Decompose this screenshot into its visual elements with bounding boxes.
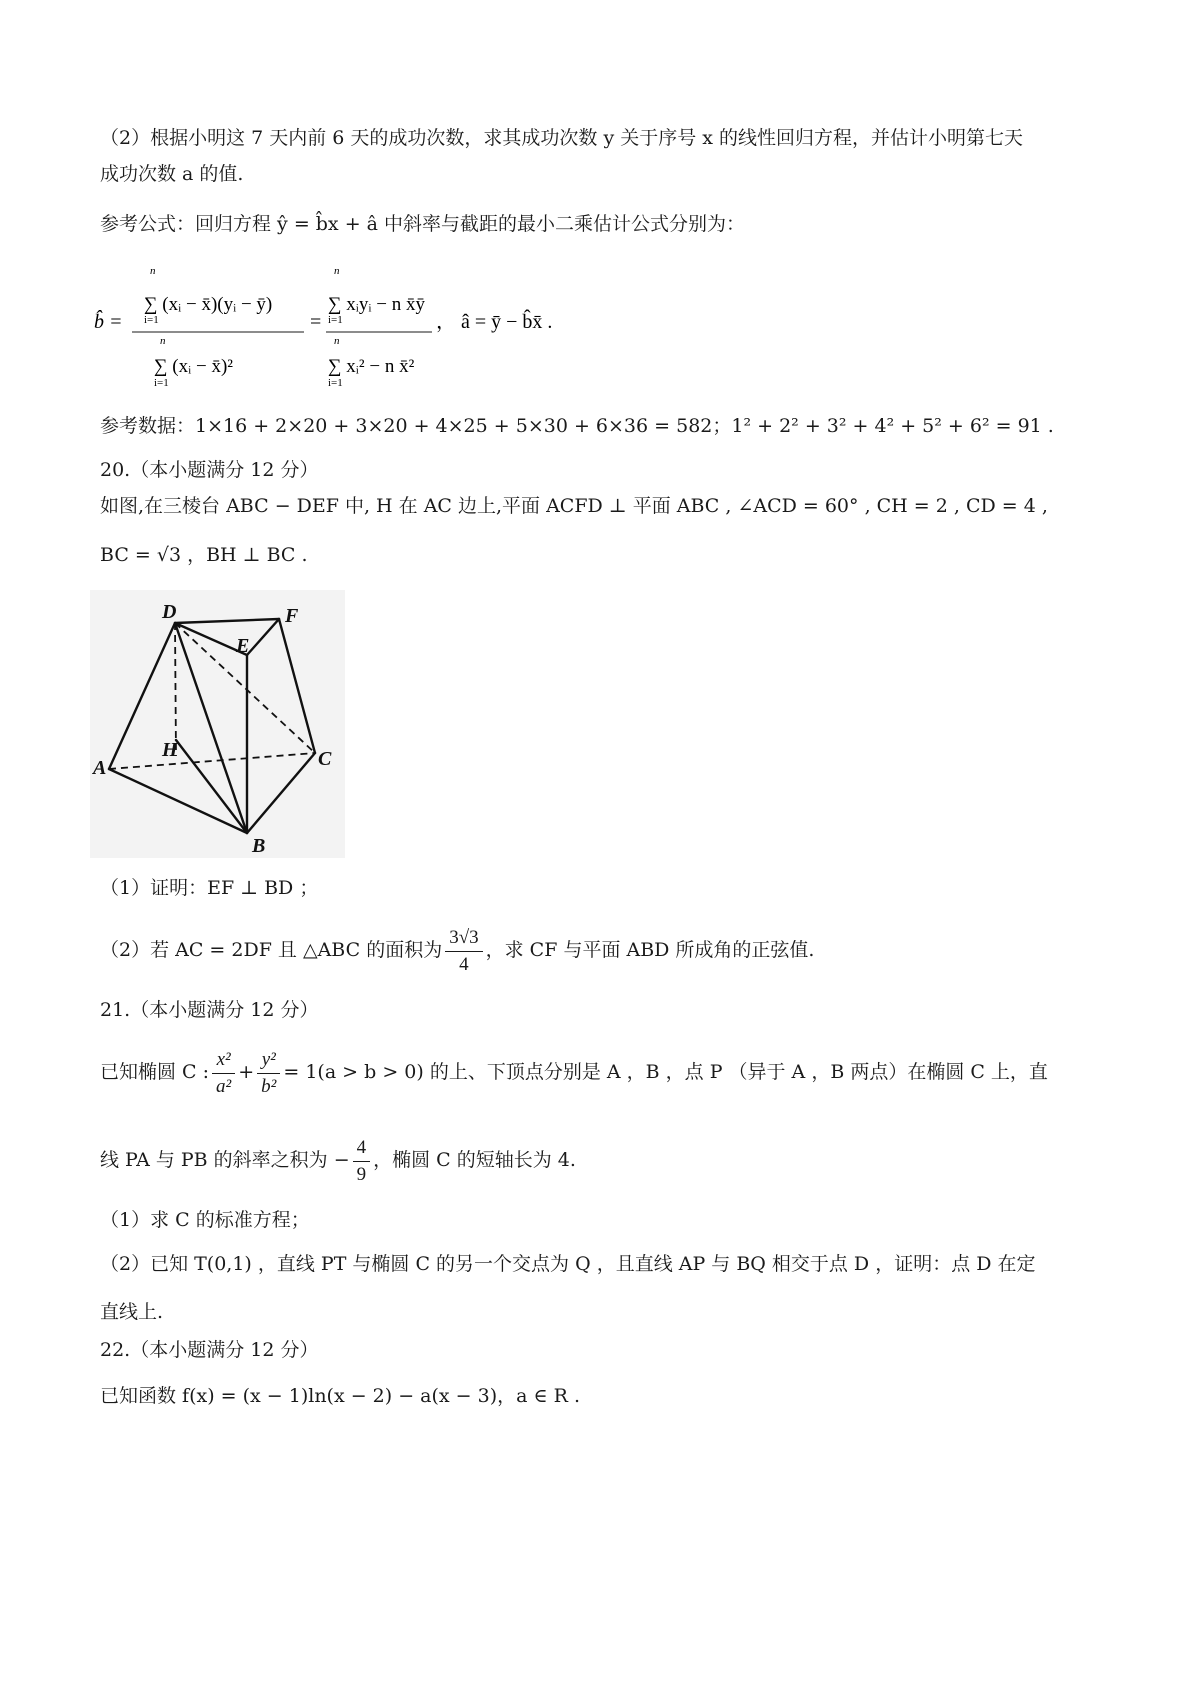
q20-header: 20.（本小题满分 12 分） (100, 459, 319, 481)
q20-area-fraction (445, 927, 482, 976)
q20-area-num: 3√3 (445, 927, 482, 952)
q20-stem-line2: BC = √3 ，BH ⊥ BC . (100, 544, 308, 566)
q20-part2-pre: （2）若 AC = 2DF 且 △ABC 的面积为 (100, 939, 443, 961)
regression-formula-graphic (92, 260, 612, 390)
q21-part2-line2: 直线上. (100, 1301, 164, 1323)
edge-DH-dashed (175, 623, 176, 756)
q20-part2-post: ，求 CF 与平面 ABD 所成角的正弦值. (485, 939, 815, 961)
den2: ∑ xᵢ² − n x̄² (328, 356, 415, 377)
x2: x² (212, 1049, 235, 1074)
sum-bottom-3: i=1 (328, 314, 343, 326)
sum-bottom-4: i=1 (328, 377, 343, 389)
slope-den: 9 (356, 1163, 367, 1185)
q21-stem-line2 (100, 1132, 576, 1188)
q20-stem-line1: 如图,在三棱台 ABC − DEF 中, H 在 AC 边上,平面 ACFD ⊥ 平面 ABC , ∠ACD = 60° , CH = 2 , CD = 4 , (100, 495, 1048, 517)
edge-BC (247, 753, 315, 833)
q19-part2-line1: （2）根据小明这 7 天内前 6 天的成功次数，求其成功次数 y 关于序号 x 的线性回归方程，并估计小明第七天 (100, 127, 1024, 149)
q22-stem: 已知函数 f(x) = (x − 1)ln(x − 2) − a(x − 3)，a ∈ R . (100, 1385, 580, 1407)
sum-top-1: n (150, 265, 156, 277)
label-B: B (252, 835, 266, 857)
b-hat-label: b̂ = (94, 311, 123, 333)
a-hat-formula: ， â = ȳ − b̂x̄ . (436, 311, 553, 333)
den1: ∑ (xᵢ − x̄)² (154, 356, 233, 377)
label-E: E (236, 635, 250, 657)
equals-sign: = (310, 311, 322, 333)
edge-AB (109, 769, 247, 833)
q21-line2-pre: 线 PA 与 PB 的斜率之积为 − (100, 1149, 350, 1171)
regression-formula (92, 260, 612, 390)
label-D: D (162, 601, 177, 623)
label-H: H (162, 739, 178, 761)
frustum-diagram (90, 590, 345, 858)
plus-sign: + (238, 1061, 255, 1083)
edge-AC-dashed (109, 753, 315, 769)
q20-part1: （1）证明：EF ⊥ BD ； (100, 877, 319, 899)
frustum-figure (90, 590, 345, 858)
num1: ∑ (xᵢ − x̄)(yᵢ − ȳ) (144, 294, 273, 315)
y2: y² (257, 1049, 280, 1074)
sum-bottom-1: i=1 (144, 314, 159, 326)
edge-EF (247, 619, 279, 655)
label-F: F (285, 605, 299, 627)
a2: a² (216, 1075, 232, 1097)
q19-reference-data: 参考数据：1×16 + 2×20 + 3×20 + 4×25 + 5×30 + 6×36 = 582；1² + 2² + 3² + 4² + 5² + 6² = 91 . (100, 415, 1054, 437)
edge-HB (176, 740, 247, 833)
sum-bottom-2: i=1 (154, 377, 169, 389)
slope-num: 4 (353, 1137, 371, 1162)
label-C: C (318, 748, 332, 770)
sum-top-4: n (334, 335, 340, 347)
b2: b² (261, 1075, 277, 1097)
q19-formula-intro: 参考公式：回归方程 ŷ = b̂x + â 中斜率与截距的最小二乘估计公式分别为： (100, 213, 746, 235)
y2-over-b2 (257, 1049, 280, 1098)
q22-header: 22.（本小题满分 12 分） (100, 1339, 319, 1361)
sum-top-2: n (160, 335, 166, 347)
q21-stem-line1 (100, 1044, 1048, 1100)
q21-part2-line1: （2）已知 T(0,1) ，直线 PT 与椭圆 C 的另一个交点为 Q ，且直线 AP 与 BQ 相交于点 D ，证明：点 D 在定 (100, 1253, 1036, 1275)
q19-part2-line2: 成功次数 a 的值. (100, 163, 244, 185)
x2-over-a2 (212, 1049, 235, 1098)
q21-stem-pre: 已知椭圆 C : (100, 1061, 210, 1083)
label-A: A (93, 757, 107, 779)
edge-DF (175, 619, 279, 623)
slope-product-fraction (353, 1137, 371, 1186)
q21-header: 21.（本小题满分 12 分） (100, 999, 319, 1021)
q21-part1: （1）求 C 的标准方程； (100, 1209, 310, 1231)
q21-line2-post: ，椭圆 C 的短轴长为 4. (373, 1149, 576, 1171)
q20-part2 (100, 922, 814, 978)
q21-stem-post: = 1(a > b > 0) 的上、下顶点分别是 A ，B ，点 P （异于 A ，B 两点）在椭圆 C 上，直 (283, 1061, 1048, 1083)
q20-area-den: 4 (459, 953, 469, 975)
sum-top-3: n (334, 265, 340, 277)
edge-FC (279, 619, 315, 753)
num2: ∑ xᵢyᵢ − n x̄ȳ (328, 294, 425, 315)
